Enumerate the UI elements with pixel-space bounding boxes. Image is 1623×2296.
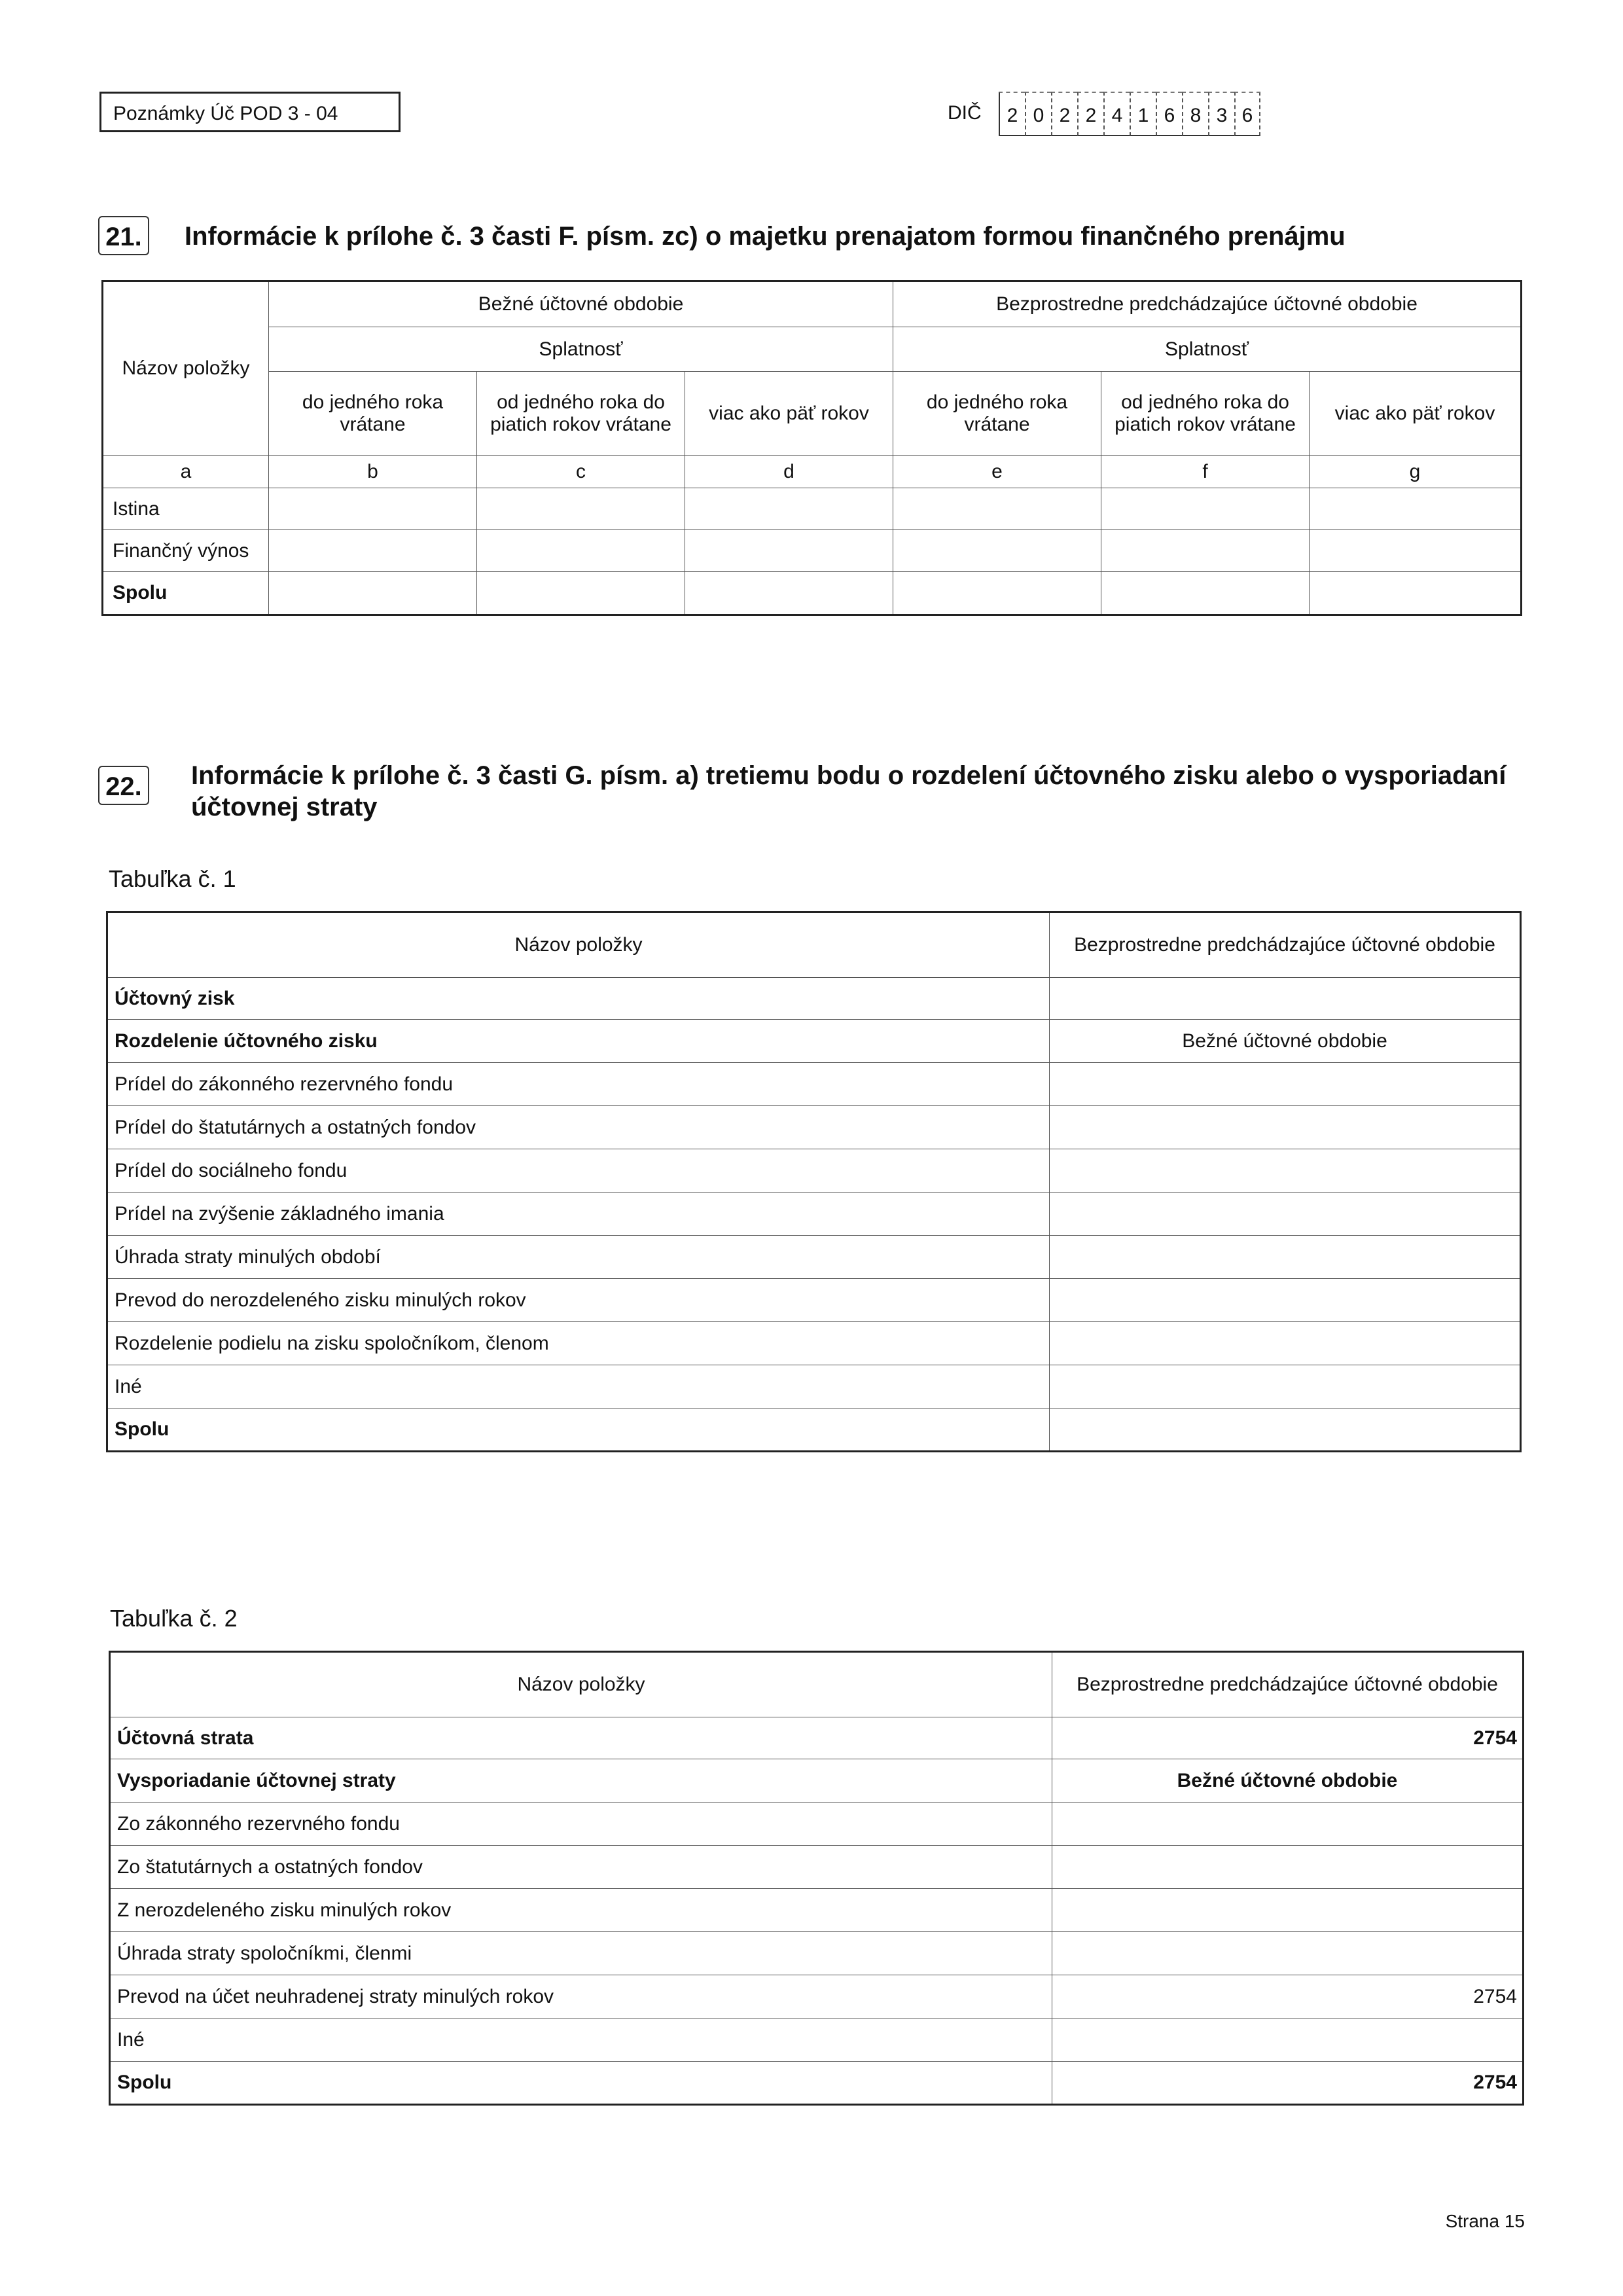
row-label: Účtovná strata xyxy=(110,1717,1052,1759)
row-label: Prevod na účet neuhradenej straty minulých rokov xyxy=(110,1975,1052,2018)
cell[interactable] xyxy=(1101,572,1310,615)
page-number: Strana 15 xyxy=(1445,2211,1525,2231)
row-value[interactable] xyxy=(1050,1365,1521,1408)
cell[interactable] xyxy=(269,488,477,530)
row-value[interactable] xyxy=(1052,1846,1524,1889)
table-row xyxy=(103,572,1522,615)
dic-digit: 2 xyxy=(1051,92,1077,136)
row-value[interactable]: 2754 xyxy=(1052,1975,1524,2018)
row-label: Úhrada straty minulých období xyxy=(107,1236,1050,1279)
maturity-col: viac ako päť rokov xyxy=(1310,372,1522,456)
col-name-header: Názov položky xyxy=(103,281,269,456)
cell[interactable] xyxy=(1310,530,1522,572)
table-row xyxy=(103,530,1522,572)
cell[interactable] xyxy=(1101,488,1310,530)
row-value[interactable] xyxy=(1050,1063,1521,1106)
current-period-header: Bežné účtovné obdobie xyxy=(269,281,893,327)
table-row xyxy=(103,488,1522,530)
form-code: Poznámky Úč POD 3 - 04 xyxy=(99,92,401,132)
dic-digit: 4 xyxy=(1103,92,1130,136)
row-value[interactable] xyxy=(1052,1803,1524,1846)
dic-label: DIČ xyxy=(948,102,982,124)
col-letter: g xyxy=(1310,456,1522,488)
cell[interactable] xyxy=(477,488,685,530)
cell[interactable] xyxy=(893,530,1101,572)
row-label: Zo zákonného rezervného fondu xyxy=(110,1803,1052,1846)
dic-digit: 1 xyxy=(1130,92,1156,136)
col-letter: a xyxy=(103,456,269,488)
cell[interactable] xyxy=(893,488,1101,530)
row-value[interactable] xyxy=(1050,1193,1521,1236)
row-value[interactable] xyxy=(1050,978,1521,1020)
maturity-col: do jedného roka vrátane xyxy=(269,372,477,456)
maturity-col: viac ako päť rokov xyxy=(685,372,893,456)
row-label: Spolu xyxy=(110,2062,1052,2105)
col-letter: e xyxy=(893,456,1101,488)
lease-table xyxy=(101,280,1522,616)
row-label: Finančný výnos xyxy=(103,530,269,572)
dic-digit: 2 xyxy=(999,92,1025,136)
table-1-caption: Tabuľka č. 1 xyxy=(109,865,236,892)
cell[interactable] xyxy=(477,530,685,572)
cell[interactable] xyxy=(685,488,893,530)
col-current-header: Bežné účtovné obdobie xyxy=(1050,1020,1521,1063)
row-label: Zo štatutárnych a ostatných fondov xyxy=(110,1846,1052,1889)
dic-digit: 8 xyxy=(1182,92,1208,136)
maturity-col: od jedného roka do piatich rokov vrátane xyxy=(1101,372,1310,456)
row-label: Prevod do nerozdeleného zisku minulých rokov xyxy=(107,1279,1050,1322)
dic-boxes xyxy=(999,92,1260,136)
cell[interactable] xyxy=(477,572,685,615)
row-label: Rozdelenie účtovného zisku xyxy=(107,1020,1050,1063)
row-label: Istina xyxy=(103,488,269,530)
col-letter: c xyxy=(477,456,685,488)
row-label: Prídel do štatutárnych a ostatných fondov xyxy=(107,1106,1050,1149)
dic-digit: 2 xyxy=(1077,92,1103,136)
row-label: Iné xyxy=(107,1365,1050,1408)
cell[interactable] xyxy=(893,572,1101,615)
cell[interactable] xyxy=(1310,488,1522,530)
row-value[interactable]: 2754 xyxy=(1473,2072,1517,2093)
cell[interactable] xyxy=(269,530,477,572)
row-value[interactable]: 2754 xyxy=(1052,1717,1524,1759)
maturity-header: Splatnosť xyxy=(893,327,1522,372)
maturity-col: od jedného roka do piatich rokov vrátane xyxy=(477,372,685,456)
row-label: Prídel na zvýšenie základného imania xyxy=(107,1193,1050,1236)
cell[interactable] xyxy=(269,572,477,615)
row-label: Iné xyxy=(110,2018,1052,2062)
row-label: Z nerozdeleného zisku minulých rokov xyxy=(110,1889,1052,1932)
cell[interactable] xyxy=(685,530,893,572)
row-label: Vysporiadanie účtovnej straty xyxy=(110,1759,1052,1803)
col-name-header: Názov položky xyxy=(107,912,1050,978)
row-value[interactable] xyxy=(1050,1236,1521,1279)
row-label: Spolu xyxy=(103,572,269,615)
row-label: Rozdelenie podielu na zisku spoločníkom, členom xyxy=(107,1322,1050,1365)
section-21-title: Informácie k prílohe č. 3 časti F. písm. zc) o majetku prenajatom formou finančného prenájmu xyxy=(185,222,1346,251)
cell[interactable] xyxy=(685,572,893,615)
table-2-caption: Tabuľka č. 2 xyxy=(110,1605,238,1632)
col-name-header: Názov položky xyxy=(110,1652,1052,1717)
row-value[interactable] xyxy=(1050,1408,1521,1452)
row-label: Prídel do sociálneho fondu xyxy=(107,1149,1050,1193)
col-letter: b xyxy=(269,456,477,488)
dic-digit: 6 xyxy=(1234,92,1260,136)
row-label: Účtovný zisk xyxy=(107,978,1050,1020)
col-prev-header: Bezprostredne predchádzajúce účtovné obdobie xyxy=(1052,1652,1524,1717)
section-22-number: 22. xyxy=(98,766,149,805)
row-value[interactable] xyxy=(1050,1106,1521,1149)
row-label: Spolu xyxy=(107,1408,1050,1452)
row-value[interactable] xyxy=(1052,1932,1524,1975)
maturity-col: do jedného roka vrátane xyxy=(893,372,1101,456)
section-22-title-line1: Informácie k prílohe č. 3 časti G. písm. a) tretiemu bodu o rozdelení účtovného zisku alebo o vysporiadaní xyxy=(191,761,1507,790)
col-prev-header: Bezprostredne predchádzajúce účtovné obdobie xyxy=(1050,912,1521,978)
row-label: Úhrada straty spoločníkmi, členmi xyxy=(110,1932,1052,1975)
previous-period-header: Bezprostredne predchádzajúce účtovné obdobie xyxy=(893,281,1522,327)
col-current-header: Bežné účtovné obdobie xyxy=(1052,1759,1524,1803)
row-value[interactable] xyxy=(1052,1889,1524,1932)
row-value[interactable] xyxy=(1050,1279,1521,1322)
row-value[interactable] xyxy=(1052,2018,1524,2062)
maturity-header: Splatnosť xyxy=(269,327,893,372)
section-22-title-line2: účtovnej straty xyxy=(191,793,378,821)
dic-digit: 0 xyxy=(1025,92,1051,136)
cell[interactable] xyxy=(1101,530,1310,572)
cell[interactable] xyxy=(1310,572,1522,615)
dic-digit: 6 xyxy=(1156,92,1182,136)
col-letter: d xyxy=(685,456,893,488)
row-label: Prídel do zákonného rezervného fondu xyxy=(107,1063,1050,1106)
dic-digit: 3 xyxy=(1208,92,1234,136)
section-21-number: 21. xyxy=(98,216,149,255)
col-letter: f xyxy=(1101,456,1310,488)
profit-distribution-table xyxy=(106,911,1522,1452)
row-value[interactable] xyxy=(1050,1149,1521,1193)
loss-settlement-table xyxy=(109,1651,1524,2106)
row-value[interactable] xyxy=(1050,1322,1521,1365)
